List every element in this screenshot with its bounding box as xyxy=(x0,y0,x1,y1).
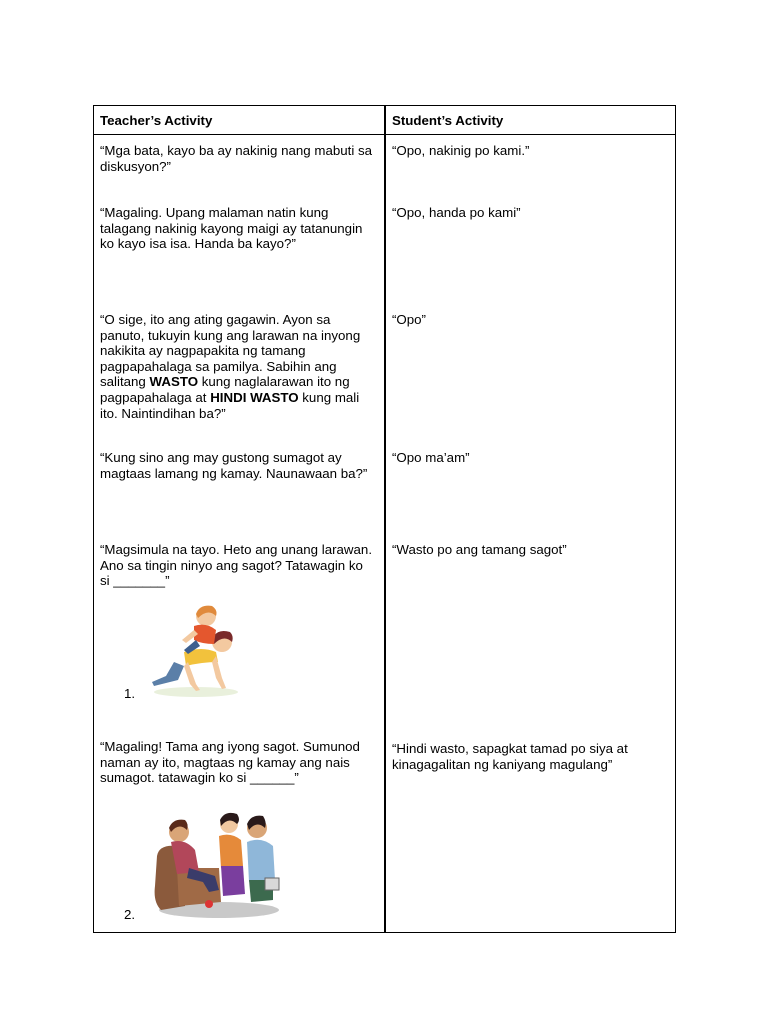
student-line-4: “Opo ma’am” xyxy=(392,450,470,465)
teacher-line-4: “Kung sino ang may gustong sumagot ay magtaas lamang ng kamay. Naunawaan ba?” xyxy=(100,450,368,481)
item-number-1: 1. xyxy=(124,686,136,701)
children-playing-illustration xyxy=(144,600,244,700)
teacher-line-5: “Magsimula na tayo. Heto ang unang larawan. Ano sa tingin ninyo ang sagot? Tatawagin ko si _______” xyxy=(100,542,373,589)
item-number-2: 2. xyxy=(124,907,136,922)
column-divider xyxy=(384,106,386,932)
teacher-line-1: “Mga bata, kayo ba ay nakinig nang mabuti sa diskusyon?” xyxy=(100,143,373,174)
teacher-line-3-part-1: “O sige, ito ang ating gagawin. Ayon sa panuto, tukuyin kung ang larawan na inyong nakikita ay nagpapakita ng tamang pagpapahalaga sa pamilya. Sabihin ang salitang xyxy=(100,312,361,390)
activity-table xyxy=(93,105,676,933)
header-divider xyxy=(94,134,675,135)
teacher-line-3-part-2: kung naglalarawan ito ng pagpapahalaga at xyxy=(100,374,350,405)
student-line-6: “Hindi wasto, sapagkat tamad po siya at kinagagalitan ng kaniyang magulang” xyxy=(392,741,628,772)
teacher-line-3 xyxy=(100,312,374,421)
header-student: Student’s Activity xyxy=(392,113,504,128)
keyword-hindi-wasto: HINDI WASTO xyxy=(210,389,299,405)
student-line-3: “Opo” xyxy=(392,312,426,327)
keyword-wasto: WASTO xyxy=(149,374,199,390)
student-line-5: “Wasto po ang tamang sagot” xyxy=(392,542,567,557)
family-scolding-illustration xyxy=(149,806,289,921)
teacher-line-6: “Magaling! Tama ang iyong sagot. Sumunod naman ay ito, magtaas ng kamay ang nais sumagot. tatawagin ko si ______” xyxy=(100,739,360,786)
header-teacher: Teacher’s Activity xyxy=(100,113,213,128)
teacher-line-2: “Magaling. Upang malaman natin kung talagang nakinig kayong maigi ay tatanungin ko kayo isa isa. Handa ba kayo?” xyxy=(100,205,363,252)
teacher-line-3-part-3: kung mali ito. Naintindihan ba?” xyxy=(100,389,360,421)
student-line-2: “Opo, handa po kami” xyxy=(392,205,521,220)
student-line-1: “Opo, nakinig po kami.” xyxy=(392,143,530,158)
